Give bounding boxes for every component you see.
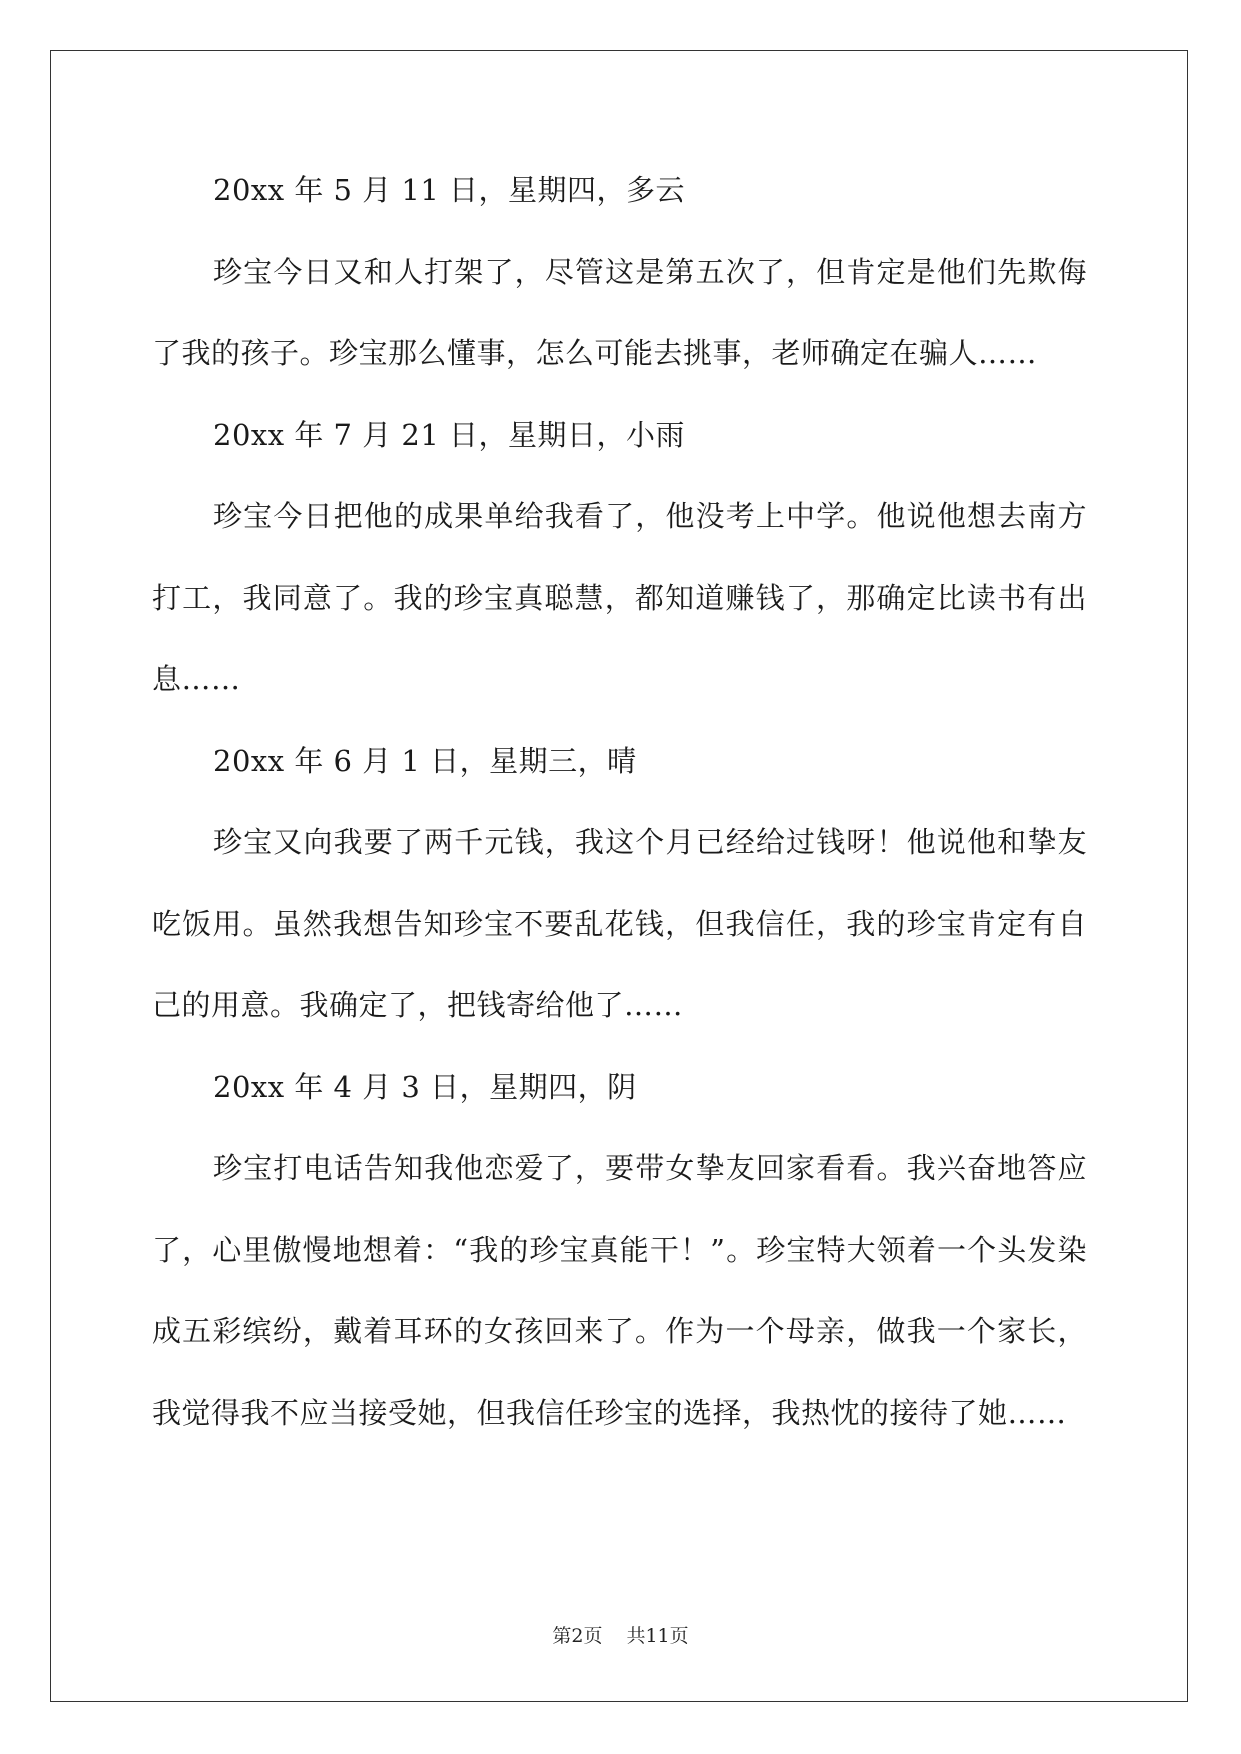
diary-entry-4: 珍宝打电话告知我他恋爱了，要带女挚友回家看看。我兴奋地答应了，心里傲慢地想着：“我的珍宝真能干！”。珍宝特大领着一个头发染成五彩缤纷，戴着耳环的女孩回来了。作为一个母亲，做我一个家长，我觉得我不应当接受她，但我信任珍宝的选择，我热忱的接待了她……: [152, 1151, 1087, 1430]
diary-date-3: 20xx 年 6 月 1 日，星期三，晴: [213, 743, 637, 778]
diary-date-1: 20xx 年 5 月 11 日，星期四，多云: [213, 173, 686, 207]
diary-entry-2: 珍宝今日把他的成果单给我看了，他没考上中学。他说他想去南方打工，我同意了。我的珍宝真聪慧，都知道赚钱了，那确定比读书有出息……: [152, 499, 1087, 696]
page-total: 共11页: [626, 1625, 689, 1647]
diary-date-2: 20xx 年 7 月 21 日，星期日，小雨: [213, 417, 686, 452]
page-number: 第2页: [552, 1625, 603, 1647]
diary-entry-3: 珍宝又向我要了两千元钱，我这个月已经给过钱呀！他说他和挚友吃饭用。虽然我想告知珍宝不要乱花钱，但我信任，我的珍宝肯定有自己的用意。我确定了，把钱寄给他了……: [152, 825, 1087, 1022]
document-body: [152, 150, 1087, 1454]
diary-entry-1: 珍宝今日又和人打架了，尽管这是第五次了，但肯定是他们先欺侮了我的孩子。珍宝那么懂事，怎么可能去挑事，老师确定在骗人……: [152, 254, 1087, 370]
page-footer: [0, 1621, 1241, 1648]
diary-date-4: 20xx 年 4 月 3 日，星期四，阴: [213, 1069, 637, 1104]
